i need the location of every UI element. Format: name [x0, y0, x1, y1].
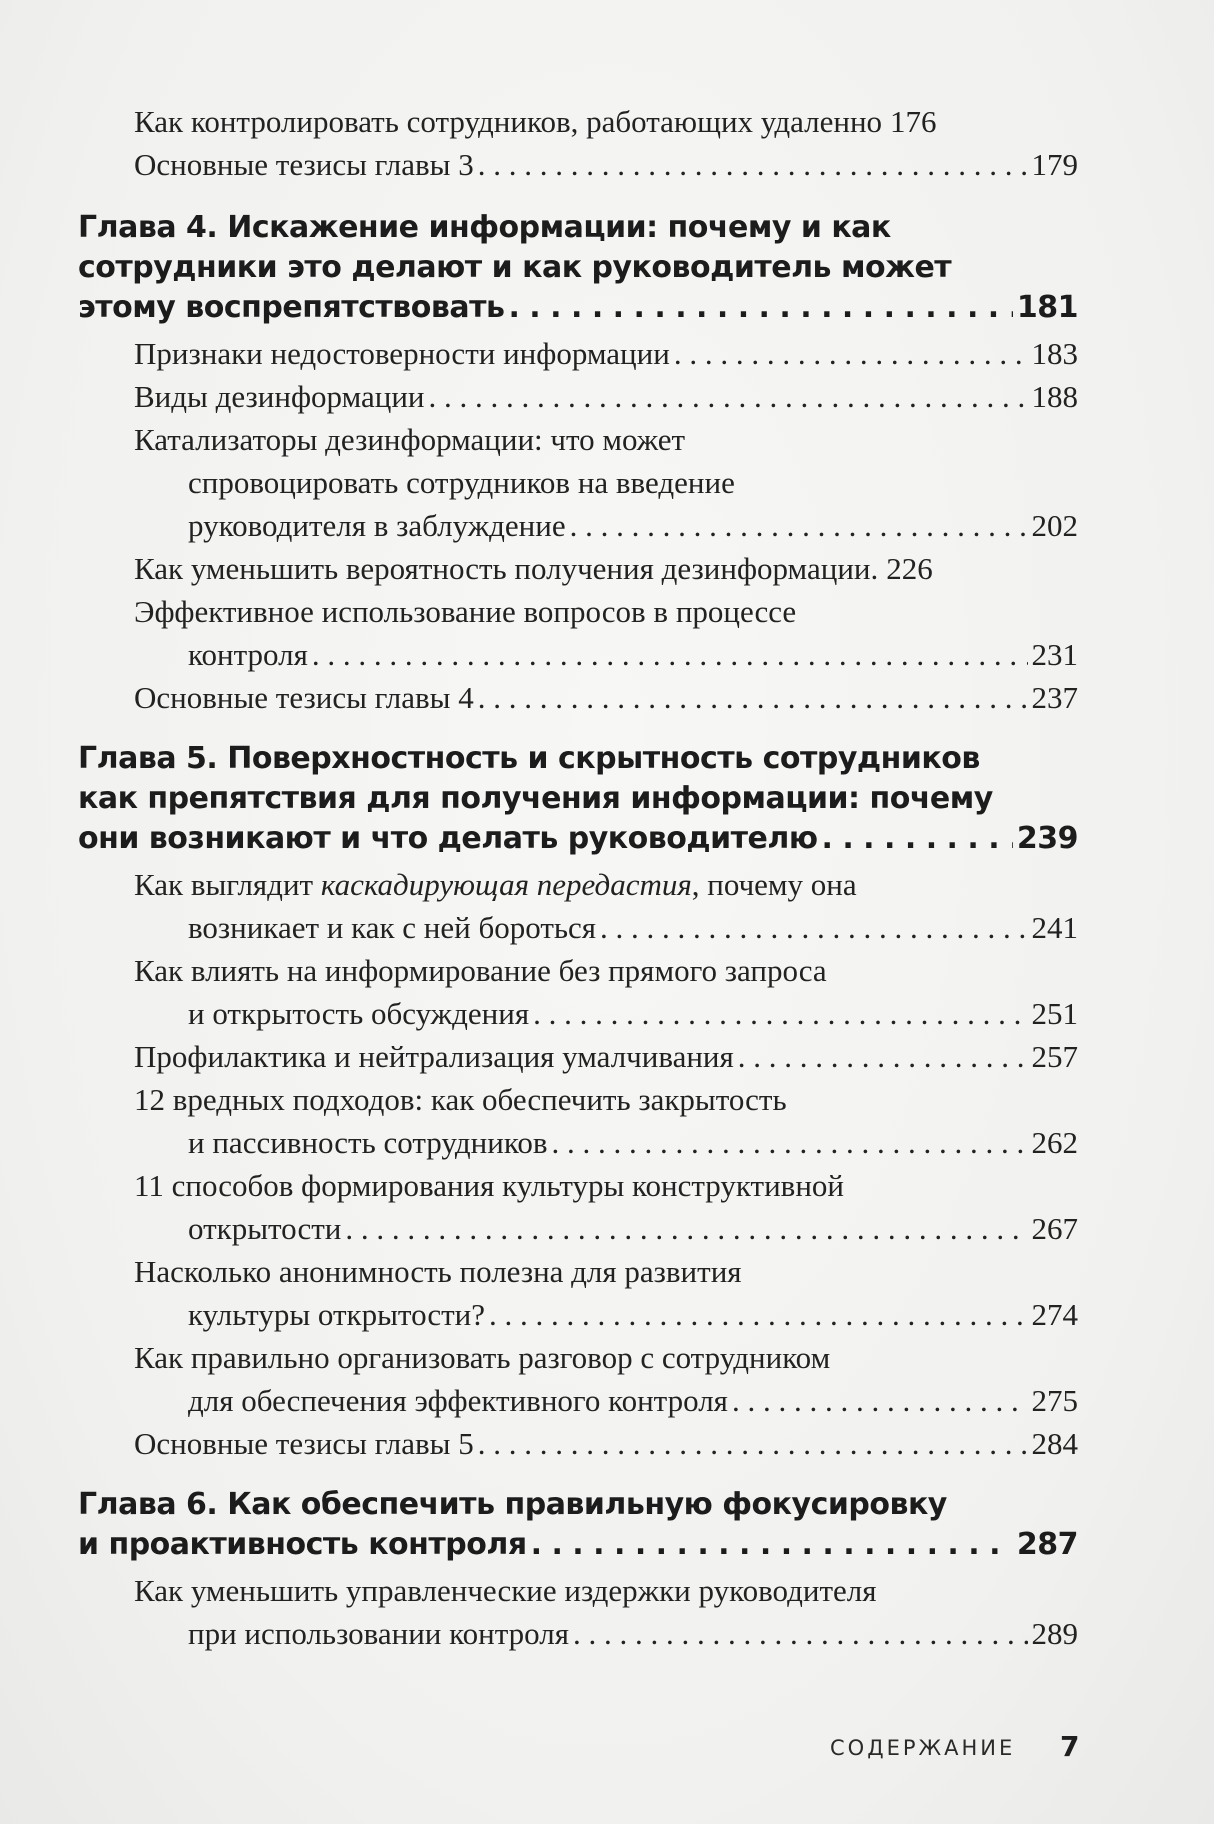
toc-entry-page: 226 — [886, 551, 933, 586]
chapter-title-line: этому воспрепятствовать — [78, 290, 505, 325]
toc-entry-title: Как влиять на информирование без прямого запроса — [134, 953, 827, 988]
chapter-page: 181 — [1016, 290, 1078, 325]
toc-entry-title-cont: при использовании контроля — [188, 1616, 569, 1651]
dot-leader — [674, 332, 1028, 375]
dot-leader — [822, 819, 1013, 859]
dot-leader — [312, 633, 1028, 676]
running-head: СОДЕРЖАНИЕ — [830, 1736, 1016, 1760]
toc-entry — [78, 547, 1078, 590]
chapter-label: Глава 5. — [78, 741, 218, 776]
toc-entry — [78, 1336, 1078, 1422]
toc-entry — [78, 590, 1078, 676]
toc-entry-title: Как уменьшить управленческие издержки руководителя — [134, 1573, 877, 1608]
dot-leader — [573, 1612, 1028, 1655]
toc-entry-title-cont: открытости — [188, 1211, 342, 1246]
chapter-heading — [78, 739, 1078, 859]
toc-entry-title: Катализаторы дезинформации: что может — [134, 422, 686, 457]
toc-entry — [78, 1078, 1078, 1164]
toc-entry-page: 231 — [1031, 637, 1078, 672]
toc-entry-title: Основные тезисы главы 3 — [134, 147, 474, 182]
toc-entry-page: 284 — [1031, 1426, 1078, 1461]
chapter-heading — [78, 208, 1078, 328]
page-number: 7 — [1060, 1730, 1080, 1763]
toc-entry-title-cont: для обеспечения эффективного контроля — [188, 1383, 728, 1418]
toc-entry-title: Как выглядит — [134, 867, 321, 902]
chapter-label: Глава 4. — [78, 210, 218, 245]
toc-entry-title: Насколько анонимность полезна для развития — [134, 1254, 742, 1289]
toc-entry-title-italic: каскадирующая передастия — [320, 867, 692, 902]
dot-leader — [478, 143, 1028, 186]
toc-entry-page: 241 — [1031, 910, 1078, 945]
toc-entry-page: 202 — [1031, 508, 1078, 543]
chapter-label: Глава 6. — [78, 1487, 218, 1522]
toc-entry-title-cont: контроля — [188, 637, 308, 672]
chapter-title-line: Искажение информации: почему и как — [227, 210, 891, 245]
toc-entry-page: 262 — [1031, 1125, 1078, 1160]
chapter-page: 239 — [1016, 821, 1078, 856]
dot-leader — [508, 288, 1012, 328]
toc-entry-title: Основные тезисы главы 5 — [134, 1426, 474, 1461]
toc-entry-title: , почему она — [691, 867, 857, 902]
chapter-title-line: они возникают и что делать руководителю — [78, 821, 818, 856]
toc-entry — [78, 332, 1078, 375]
toc-entry — [78, 375, 1078, 418]
toc-entry-title-cont: и пассивность сотрудников — [188, 1125, 548, 1160]
toc-entry — [78, 1035, 1078, 1078]
toc-entry — [78, 863, 1078, 949]
dot-leader — [531, 1525, 1013, 1565]
toc-entry-title: Виды дезинформации — [134, 379, 425, 414]
chapter-title-line: и проактивность контроля — [78, 1527, 527, 1562]
toc-entry-title-cont: и открытость обсуждения — [188, 996, 530, 1031]
toc-entry-page: 275 — [1031, 1383, 1078, 1418]
chapter-page: 287 — [1016, 1527, 1078, 1562]
dot-leader — [533, 992, 1027, 1035]
toc-entry-page: 179 — [1031, 147, 1078, 182]
dot-leader — [345, 1207, 1027, 1250]
toc-entry-title: Как уменьшить вероятность получения дезинформации. — [134, 551, 879, 586]
toc-entry — [78, 1250, 1078, 1336]
dot-leader — [732, 1379, 1028, 1422]
toc-entry-title: Основные тезисы главы 4 — [134, 680, 474, 715]
toc-entry-page: 183 — [1031, 336, 1078, 371]
toc-entry-title: Профилактика и нейтрализация умалчивания — [134, 1039, 734, 1074]
chapter-heading — [78, 1485, 1078, 1565]
chapter-title-line: Как обеспечить правильную фокусировку — [227, 1487, 947, 1522]
chapter-title-line: как препятствия для получения информации: почему — [78, 781, 993, 816]
toc-entry-page: 289 — [1031, 1616, 1078, 1651]
table-of-contents — [78, 100, 1078, 1655]
toc-entry-title-cont: возникает и как с ней бороться — [188, 910, 597, 945]
dot-leader — [478, 676, 1028, 719]
toc-entry-title: Признаки недостоверности информации — [134, 336, 670, 371]
toc-entry-title-cont: спровоцировать сотрудников на введение — [188, 465, 735, 500]
toc-entry-title: 11 способов формирования культуры конструктивной — [134, 1168, 845, 1203]
toc-entry-title: Эффективное использование вопросов в процессе — [134, 594, 797, 629]
toc-entry — [78, 1422, 1078, 1465]
toc-entry — [78, 418, 1078, 547]
toc-entry-page: 176 — [890, 104, 937, 139]
toc-entry — [78, 143, 1078, 186]
dot-leader — [478, 1422, 1028, 1465]
toc-entry-page: 251 — [1031, 996, 1078, 1031]
toc-entry — [78, 1569, 1078, 1655]
chapter-title-line: Поверхностность и скрытность сотрудников — [227, 741, 980, 776]
toc-entry-title: Как правильно организовать разговор с сотрудником — [134, 1340, 831, 1375]
toc-entry-page: 237 — [1031, 680, 1078, 715]
toc-entry — [78, 1164, 1078, 1250]
toc-entry-title-cont: культуры открытости? — [188, 1297, 485, 1332]
dot-leader — [570, 504, 1028, 547]
dot-leader — [551, 1121, 1027, 1164]
chapter-title-line: сотрудники это делают и как руководитель может — [78, 250, 952, 285]
toc-entry-title-cont: руководителя в заблуждение — [188, 508, 566, 543]
toc-entry — [78, 949, 1078, 1035]
dot-leader — [600, 906, 1027, 949]
toc-entry — [78, 676, 1078, 719]
toc-entry-title: Как контролировать сотрудников, работающих удаленно — [134, 104, 883, 139]
dot-leader — [738, 1035, 1028, 1078]
dot-leader — [429, 375, 1028, 418]
toc-entry-page: 188 — [1031, 379, 1078, 414]
toc-entry-page: 274 — [1031, 1297, 1078, 1332]
dot-leader — [489, 1293, 1028, 1336]
toc-entry — [78, 100, 1078, 143]
toc-entry-page: 257 — [1031, 1039, 1078, 1074]
toc-entry-page: 267 — [1031, 1211, 1078, 1246]
toc-entry-title: 12 вредных подходов: как обеспечить закрытость — [134, 1082, 787, 1117]
